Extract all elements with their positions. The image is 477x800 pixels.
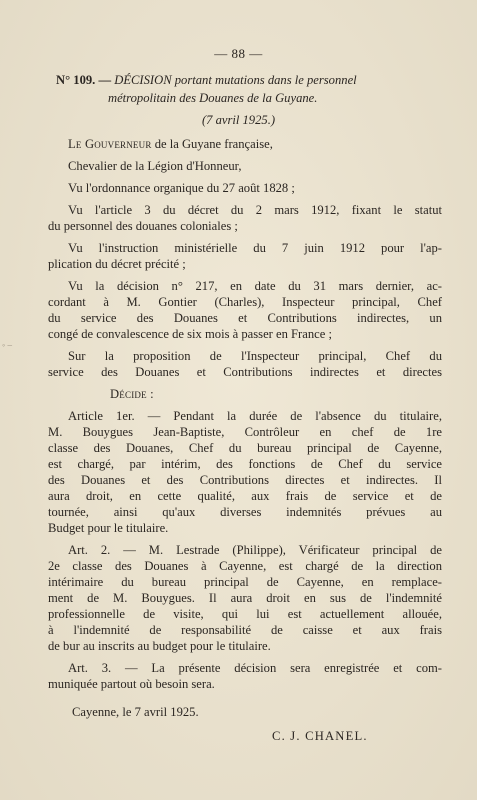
- article-1-line-3: classe des Douanes, Chef du bureau principal de Cayenne,: [48, 441, 442, 455]
- vu-ordonnance: Vu l'ordonnance organique du 27 août 1828 ;: [68, 181, 295, 195]
- decide-heading: Décide :: [110, 387, 154, 401]
- decision-heading: [56, 72, 357, 88]
- signature: C. J. CHANEL.: [272, 729, 368, 743]
- heading-dash-mark: —: [98, 73, 112, 87]
- decision-number: N° 109.: [56, 73, 96, 87]
- chevalier-line: Chevalier de la Légion d'Honneur,: [68, 159, 242, 173]
- vu-decision-line-4: congé de convalescence de six mois à passer en France ;: [48, 327, 332, 341]
- governor-line: [68, 136, 273, 152]
- article-2-line-4: ment de M. Bouygues. Il aura droit en sus de l'indemnité: [48, 591, 442, 605]
- decision-title-line-1: DÉCISION portant mutations dans le personnel: [114, 73, 357, 87]
- article-2-line-5: professionnelle de visite, qui lui est actuellement allouée,: [48, 607, 442, 621]
- article-2-line-1: Art. 2. — M. Lestrade (Philippe), Vérificateur principal de: [68, 543, 442, 557]
- vu-instruction-line-2: plication du décret précité ;: [48, 257, 186, 271]
- article-1-line-6: aura droit, en cette qualité, aux frais de service et de: [48, 489, 442, 503]
- margin-mark: ◦ –: [2, 340, 12, 350]
- vu-article-line-2: du personnel des douanes coloniales ;: [48, 219, 238, 233]
- place-and-date: Cayenne, le 7 avril 1925.: [72, 705, 199, 719]
- article-1-line-7: tournée, ainsi qu'aux diverses indemnités prévues au: [48, 505, 442, 519]
- article-1-line-5: des Douanes et des Contributions directes et indirectes. Il: [48, 473, 442, 487]
- proposition-line-2: service des Douanes et Contributions indirectes et directes: [48, 365, 442, 379]
- decision-date: (7 avril 1925.): [201, 113, 276, 127]
- article-2-line-7: de bur au inscrits au budget pour le titulaire.: [48, 639, 271, 653]
- article-1-line-2: M. Bouygues Jean-Baptiste, Contrôleur en chef de 1re: [48, 425, 442, 439]
- vu-decision-line-1: Vu la décision n° 217, en date du 31 mars dernier, ac-: [68, 279, 442, 293]
- proposition-line-1: Sur la proposition de l'Inspecteur principal, Chef du: [68, 349, 442, 363]
- vu-instruction-line-1: Vu l'instruction ministérielle du 7 juin 1912 pour l'ap-: [68, 241, 442, 255]
- article-1-line-4: est chargé, par intérim, des fonctions de Chef du service: [48, 457, 442, 471]
- decision-title-line-2: métropolitain des Douanes de la Guyane.: [108, 91, 318, 105]
- article-1-line-1: Article 1er. — Pendant la durée de l'absence du titulaire,: [68, 409, 442, 423]
- governor-prefix: Le Gouverneur: [68, 137, 152, 151]
- article-2-line-6: à l'indemnité de responsabilité de caisse et aux frais: [48, 623, 442, 637]
- vu-decision-line-2: cordant à M. Gontier (Charles), Inspecteur principal, Chef: [48, 295, 442, 309]
- article-1-line-8: Budget pour le titulaire.: [48, 521, 169, 535]
- article-2-line-2: 2e classe des Douanes à Cayenne, est chargé de la direction: [48, 559, 442, 573]
- vu-article-line-1: Vu l'article 3 du décret du 2 mars 1912, fixant le statut: [68, 203, 442, 217]
- governor-rest: de la Guyane française,: [151, 137, 273, 151]
- vu-decision-line-3: du service des Douanes et Contributions indirectes, un: [48, 311, 442, 325]
- article-2-line-3: intérimaire du bureau principal de Cayenne, en remplace-: [48, 575, 442, 589]
- article-3-line-2: muniquée partout où besoin sera.: [48, 677, 215, 691]
- page-number: — 88 —: [214, 46, 263, 61]
- article-3-line-1: Art. 3. — La présente décision sera enregistrée et com-: [68, 661, 442, 675]
